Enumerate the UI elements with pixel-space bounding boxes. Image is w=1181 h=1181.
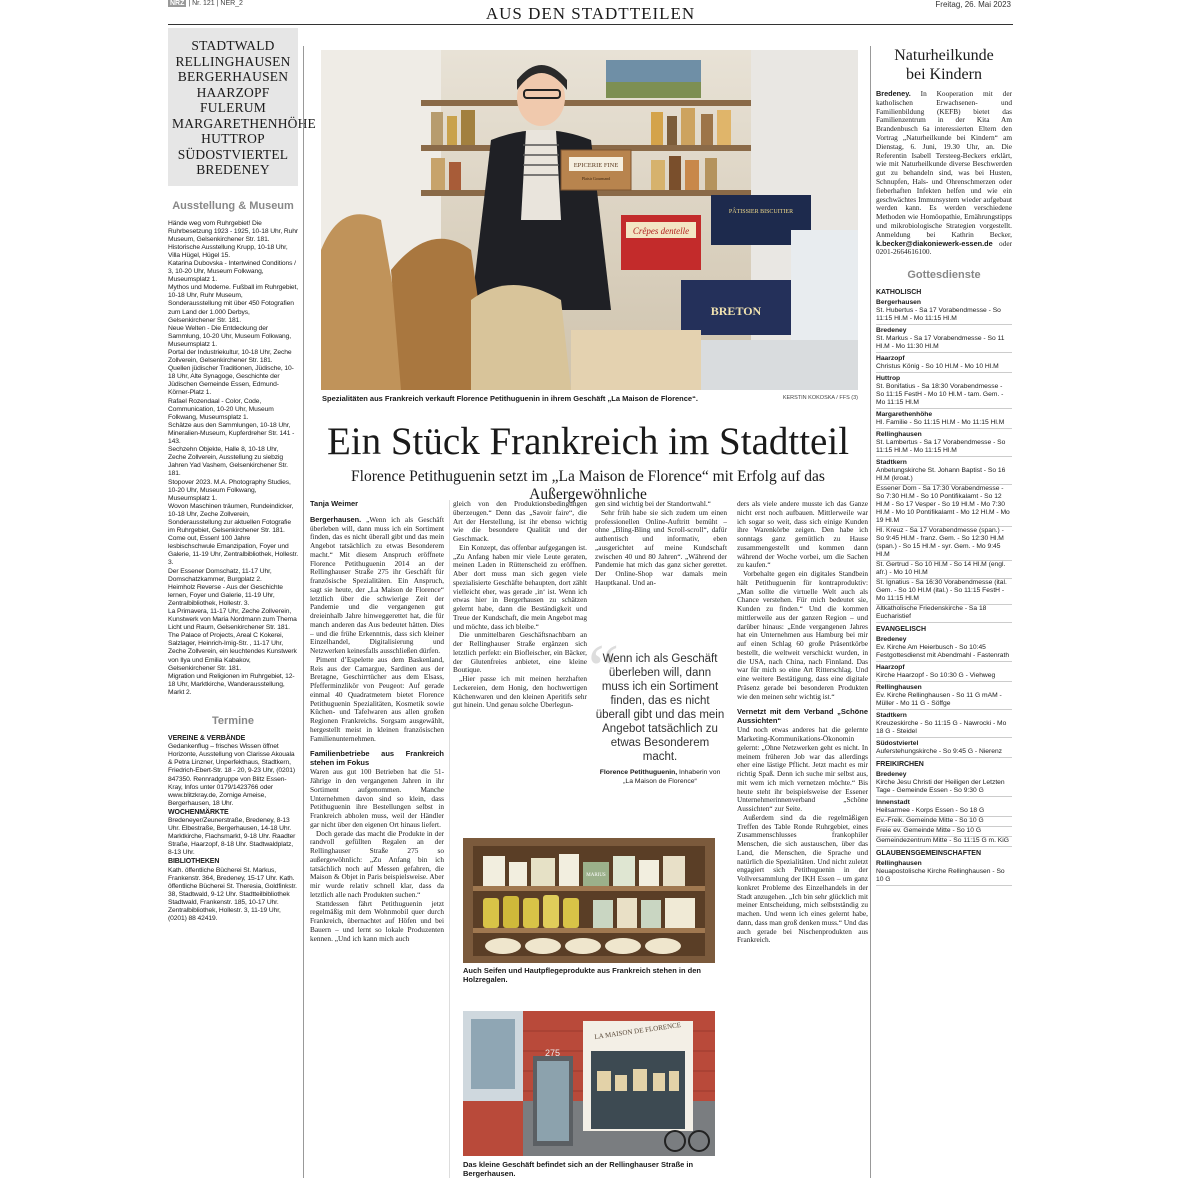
pull-quote-text: Wenn ich als Geschäft überleben will, dann muss ich ein Sortiment finden, das es nicht überall gibt und das mein Angebot tatsächlich zu etwas Besonderem macht.	[595, 653, 725, 763]
quote-mark-icon: “	[588, 631, 620, 708]
article-paragraph: gen sind wichtig bei der Standortwahl.“	[595, 500, 711, 508]
district: Stadtkern	[876, 712, 907, 720]
article-paragraph: Stattdessen fährt Petithuguenin jetzt regelmäßig mit dem Wohnmobil quer durch Frankreich, übernachtet auf Höfen und bei Bauern – und lernt so lokale Produzenten kennen. „Und ich kann mich auch	[310, 898, 444, 943]
naturheilkunde-heading: Naturheilkunde bei Kindern	[894, 47, 994, 83]
article-paragraph: Piment d’Espelette aus dem Baskenland, Reis aus der Camargue, Sardinen aus der Bretagne, Geschirrtücher aus dem Elsass, Pfefferminzlikör von Peugeot: Auf gerade einmal 40 Quadratmetern bietet Florence Petithuguenin Spezialitäten, Kosmetik sowie Küchen- und Tafelwaren aus allen großen Regionen Frankreichs. Sorgsam ausgewählt, hergestellt meist in kleinen französischen Familienunternehmen.	[310, 654, 444, 743]
photo-shop-caption: Das kleine Geschäft befindet sich an der Rellinghauser Straße in Bergerhausen.	[463, 1160, 694, 1178]
article-paragraph: Sehr früh habe sie sich zudem um einen professionellen Online-Auftritt bemüht – ohne „Bling-Bling und Scroll-scroll“, dafür authentisch und informativ, eben „ausgerichtet auf meine Kundschaft zwischen 40 und 80 Jahren“. „Während der Pandemie hat mich das ganz sicher gerettet. Der Online-Shop war damals mein Hauptkanal. Und an-	[595, 507, 727, 587]
district: Haarzopf	[876, 355, 905, 363]
museum-item: Hände weg vom Ruhrgebiet! Die Ruhrbesetzung 1923 - 1925, 10-18 Uhr, Ruhr Museum, Gelsenkirchener Str. 181.	[168, 219, 299, 243]
museum-item: Heimholz Reverse - Aus der Geschichte lernen, Foyer und Galerie, 11-19 Uhr, Zentralbibliothek, Hollestr. 3.	[168, 583, 283, 607]
service-entry: Hl. Familie - So 11:15 Hl.M - Mo 11:15 Hl.M	[876, 419, 1012, 429]
gottesdienste-heading: Gottesdienste	[907, 269, 981, 282]
naturheilkunde-text: Bredeney. In Kooperation mit der katholischen Erwachsenen- und Familienbildung (KEFB) bietet das Familienzentrum in der Kita Am Brandenbusch 6a interessierten Eltern den Vortrag „Naturheilkunde bei Kindern“ am Dienstag, 6. Juni, 19.30 Uhr, an. Die Referentin Isabell Tersteeg-Beckers erklärt, wie mit Naturheilkunde diverse Beschwerden gut zu behandeln sind, was bei Husten, Schnupfen, Hals- und Ohrenschmerzen oder fieberhaften Infekten helfen und wie ein geschwächtes Immunsystem wieder aufgebaut werden kann. Es werden verschiedene Methoden wie Homöopathie, Ernährungstipps und mikrobiologische Strategien vorgestellt. Anmeldung bei Kathrin Becker, k.becker@diakoniewerk-essen.de oder 0201-2664616100.	[876, 89, 1012, 257]
museum-item: Portal der Industriekultur, 10-18 Uhr, Zeche Zollverein, Gelsenkirchener Str. 181.	[168, 349, 292, 365]
pull-quote	[594, 652, 726, 786]
pull-quote-source: Florence Petithuguenin, Inhaberin von „La Maison de Florence“	[599, 769, 721, 785]
service-entry: Altkatholische Friedenskirche - Sa 18 Eucharistief	[876, 605, 1012, 623]
article-column-3	[595, 500, 727, 632]
article-subheading-familien: Familienbetriebe aus Frankreich stehen im Fokus	[310, 749, 444, 768]
tin-label-crepes: Crêpes dentelle	[632, 226, 690, 236]
service-entry: Anbetungskirche St. Johann Baptist - So 16 Hl.M (kroat.)	[876, 467, 1012, 485]
shopfront-image	[463, 1011, 715, 1156]
issue-date: Freitag, 26. Mai 2023	[935, 0, 1011, 9]
district: Stadtkern	[876, 459, 907, 467]
district: Innenstadt	[876, 799, 910, 807]
service-entry: Christus König - So 10 Hl.M - Mo 10 Hl.M	[876, 363, 1012, 373]
termine-group-title: VEREINE & VERBÄNDE	[168, 735, 246, 743]
museum-heading: Ausstellung & Museum	[172, 199, 294, 212]
district: Rellinghausen	[876, 431, 922, 439]
termine-group-text: Bredeneyer/Zeunerstraße, Bredeney, 8-13 Uhr. Elbestraße, Bergerhausen, 14-18 Uhr. Marktkirche, Flachsmarkt, 9-18 Uhr. Raadter Straße, Haarzopf, 8-18 Uhr. Stadtwaldplatz, 8-13 Uhr.	[168, 816, 296, 857]
museum-item: Historische Ausstellung Krupp, 10-18 Uhr, Villa Hügel, Hügel 15.	[168, 243, 288, 259]
district: Bredeney	[876, 327, 907, 335]
box-sub: Plaisir Gourmand	[581, 176, 611, 181]
museum-item: Schätze aus den Sammlungen, 10-18 Uhr, Mineralien-Museum, Kupferdreher Str. 141 - 143.	[168, 421, 295, 446]
tin-label-breton: BRETON	[710, 304, 762, 318]
denomination: GLAUBENSGEMEINSCHAFTEN	[876, 850, 982, 858]
photo-shopfront	[463, 1011, 715, 1156]
district-name: RELLINGHAUSEN	[175, 53, 291, 69]
gottesdienste-list	[876, 289, 1012, 886]
service-entry: Kirche Haarzopf - So 10:30 G - Viehweg	[876, 672, 1012, 682]
shop-owner-image	[321, 50, 858, 390]
district-name: FULERUM	[200, 100, 266, 115]
museum-item: Sechzehn Objekte, Halle 8, 10-18 Uhr, Zeche Zollverein, Ausstellung zu siebzig Jahren Yad Vashem, Gelsenkirchener Str. 181.	[168, 446, 288, 478]
service-entry: Gemeindezentrum Mitte - So 11:15 G m. KiG	[876, 837, 1012, 847]
museum-item: Wovon Maschinen träumen, Rundeindicker, 10-18 Uhr, Zeche Zollverein, Sonderausstellung zur aktuellen Fotografie im Ruhrgebiet, Gelsenkirchener Str. 181.	[168, 502, 294, 535]
column-divider	[303, 46, 304, 1178]
article-paragraph: Und noch etwas anderes hat die gelernte Marketing-Kommunikations-Ökonomin gelernt: „Ohne Netzwerken geht es nicht. In meinem früheren Job war das allerdings eher eine lästige Pflicht. Jetzt macht es mir richtig Spaß. Denn ich suche mir selbst aus, mit wem ich mich vernetzen möchte.“ Bis heute steht ihr beispielsweise der Essener Unternehmerinnenverband „Schöne Aussichten“ zur Seite.	[737, 725, 868, 813]
article-paragraph: Außerdem sind da die regelmäßigen Treffen des Table Ronde Ruhrgebiet, eines Zusammenschlusses frankophiler Menschen, die sich austauschen, über das Land, die Menschen, die Sprache und natürlich die Spezialitäten. Und nicht zuletzt engagiert sich Petithuguenin in der Vollversammlung der IKH Essen – um ganz konkret Probleme des Einzelhandels in der Stadt anzugehen. „Ich bin sehr glücklich mit meiner Entscheidung, mich selbstständig zu machen. Und wenn ich eines gelernt habe, dann, dass man groß denken muss.“ Und das auch gerade bei Nischenprodukten aus Frankreich.	[737, 812, 868, 945]
section-title: AUS DEN STADTTEILEN	[485, 4, 696, 23]
article-column-2	[453, 500, 587, 830]
museum-item: Come out, Essen! 100 Jahre lesbischschwule Emanzipation, Foyer und Galerie, 11-19 Uhr, Zentralbibliothek, Hollestr. 3.	[168, 535, 299, 567]
house-number: 275	[545, 1048, 561, 1058]
soap-label: MARIUS	[586, 873, 606, 878]
termine-group-text: Gedankenflug – frisches Wissen öffnet Horizonte, Ausstellung von Clarisse Akouala & Petra Linzner, Unperfekthaus, Stadtkern, Friedrich-Ebert-Str. 18 - 20, 9-23 Uhr, (0201) 847350. Rennradgruppe von Blitz Essen-Kray, Infos unter 0179/1423766 oder www.blitzkray.de, Zornige Ameise, Bergerhausen, 18 Uhr.	[168, 743, 295, 807]
masthead-logo: NRZ | Nr. 121 | NER_2	[170, 0, 243, 7]
termine-heading: Termine	[212, 715, 254, 728]
service-entry: Freie ev. Gemeinde Mitte - So 10 G	[876, 827, 1012, 837]
header-rule	[168, 24, 1013, 25]
district-name: BREDENEY	[196, 162, 270, 177]
denomination: FREIKIRCHEN	[876, 761, 924, 769]
museum-item: Neue Welten - Die Entdeckung der Sammlung, 10-20 Uhr, Museum Folkwang, Museumsplatz 1.	[168, 324, 292, 348]
service-entry: Auferstehungskirche - So 9:45 G - Nierenz	[876, 748, 1012, 758]
museum-list	[168, 220, 298, 698]
district-name: BERGERHAUSEN	[177, 69, 289, 84]
left-sidebar	[168, 28, 316, 1178]
column-divider	[449, 500, 450, 1178]
service-entry: St. Markus - Sa 17 Vorabendmesse - So 11 Hl.M - Mo 11:30 Hl.M	[876, 335, 1012, 353]
district: Bergerhausen	[876, 299, 921, 307]
article-lead: Bergerhausen. „Wenn ich als Geschäft überleben will, dann muss ich ein Sortiment finden, das es nicht überall gibt und das mein Angebot tatsächlich zu etwas Besonderem macht.“ Mit diesem Anspruch eröffnete Florence Petithuguenin 2014 an der Rellinghauser Straße 275 ihr Geschäft für französische Spezialitäten. Ein Anspruch, sagt sie heute, der „La Maison de Florence“ letztlich über die schwierige Zeit der Pandemie und die vergangenen gut dreieinhalb Jahre hinweggerettet hat, die für manch anderen das Aus bedeutet hätten. Dies – und die frühe Erkenntnis, dass sich kleiner Einzelhandel, Digitalisierung und Netzwerken keinesfalls ausschließen dürfen.	[310, 514, 444, 655]
soaps-image	[463, 838, 715, 963]
service-entry: Heilsarmee - Korps Essen - So 18 G	[876, 807, 1012, 817]
district: Margarethenhöhe	[876, 411, 933, 419]
service-entry: Ev. Kirche Am Heierbusch - So 10:45 Festgottesdienst mit Abendmahl - Fastenrath	[876, 644, 1012, 662]
district-name: SÜDOSTVIERTEL	[177, 146, 289, 162]
photo-soaps	[463, 838, 715, 963]
article-subheadline: Florence Petithuguenin setzt im „La Maison de Florence“ mit Erfolg auf das Außergewöhnliche	[351, 468, 825, 503]
termine-group-text: Kath. öffentliche Bücherei St. Markus, Frankenstr. 364, Bredeney, 15-17 Uhr. Kath. öffentliche Bücherei St. Theresia, Goldfinkstr. 38, Stadtwald, 9-12 Uhr. Stadtteilbibliothek Stadtwald, Frankenstr. 185, 10-17 Uhr. Zentralbibliothek, Hollestr. 3, 11-19 Uhr, (0201) 88 42419.	[168, 866, 297, 923]
article-author: Tanja Weimer	[310, 500, 359, 508]
district-name: MARGARETHENHÖHE	[172, 115, 316, 131]
photo-soaps-caption: Auch Seifen und Hautpflegeprodukte aus Frankreich stehen in den Holzregalen.	[463, 966, 701, 984]
article-paragraph: Die unmittelbaren Geschäftsnachbarn an der Rellinghauser Straße ergänzen sich letztlich perfekt: ein Biofleischer, ein Bäcker, der Glutenfreies anbietet, eine kleine Boutique.	[453, 630, 587, 675]
right-sidebar	[876, 46, 1012, 886]
district-name: STADTWALD	[191, 38, 275, 53]
service-entry: St. Hubertus - Sa 17 Vorabendmesse - So 11:15 Hl.M - Mo 11:15 Hl.M	[876, 307, 1012, 325]
district: Huttrop	[876, 375, 901, 383]
museum-item: Katarina Dubovska - Intertwined Conditions / 3, 10-20 Uhr, Museum Folkwang, Museumsplatz 1.	[168, 259, 296, 284]
museum-item: Quellen jüdischer Traditionen, Jüdische, 10-18 Uhr, Alte Synagoge, Geschichte der Jüdischen Gemeinde Essen, Edmund-Körner-Platz 1.	[168, 365, 294, 397]
museum-item: Stopover 2023. M.A. Photography Studies, 10-20 Uhr, Museum Folkwang, Museumsplatz 1.	[168, 478, 291, 502]
article-paragraph: ders als viele andere musste ich das Ganze nicht erst noch aufbauen. Mittlerweile war ich sogar so weit, dass sich einige Kunden ihre Warenkörbe zeigen. Den habe ich sonntags ganz gemütlich zu Hause zusammengestellt und kommen dann während der Woche vorbei, um die Sachen zu kaufen.“	[737, 500, 868, 570]
service-entry: St. Ignatius - Sa 16:30 Vorabendmesse (ital. Gem. - So 10 Hl.M (ital.) - So 11:15 FestH - Mo 11:15 Hl.M	[876, 579, 1012, 605]
museum-item: The Palace of Projects, Areal C Kokerei, Salzlager, Heinrich-Imig-Str. , 11-17 Uhr, Zeche Zollverein, ein leuchtendes Kunstwerk von Ilya und Emilia Kabakov, Gelsenkirchener Str. 181.	[168, 632, 297, 672]
column-divider	[870, 46, 871, 1178]
district: Bredeney	[876, 636, 907, 644]
service-entry: Ev.-Freik. Gemeinde Mitte - So 10 G	[876, 817, 1012, 827]
district: Rellinghausen	[876, 684, 922, 692]
museum-item: Migration und Religionen im Ruhrgebiet, 12-18 Uhr, Marktkirche, Wanderausstellung, Markt 2.	[168, 672, 295, 696]
photo-main-caption: Spezialitäten aus Frankreich verkauft Florence Petithuguenin in ihrem Geschäft „La Maison de Florence“.	[322, 394, 698, 403]
photo-shop-owner	[321, 50, 858, 390]
termine-group-title: WOCHENMÄRKTE	[168, 808, 229, 816]
article-paragraph: Ein Konzept, das offenbar aufgegangen ist. „Zu Anfang haben mir viele Leute geraten, meinen Laden in Rüttenscheid zu eröffnen. Aber dort muss man sich gegen viele spezialisierte Geschäfte behaupten, dort zählt vielleicht eher, was gerade ‚in‘ ist. Wenn ich etwas hier in Bergerhausen zu schätzen gelernt habe, dann die Beständigkeit und Treue der Kundschaft, die mein Angebot mag und möchte, dass ich bleibe.“	[453, 542, 587, 631]
service-entry: Kirche Jesu Christi der Heiligen der Letzten Tage - Gemeinde Essen - So 9:30 G	[876, 779, 1012, 797]
article-paragraph: Doch gerade das macht die Produkte in der randvoll gefüllten Regalen an der Rellinghauser Straße 275 so außergewöhnlich: „Zu Anfang bin ich tatsächlich noch auf Messen gefahren, die Maison & Objet in Paris beispielsweise. Aber mir wurde relativ schnell klar, dass da letztlich alle nach Produkten suchen.“	[310, 828, 444, 899]
box-label: EPICERIE FINE	[573, 162, 619, 169]
article-subheading-verband: Vernetzt mit dem Verband „Schöne Aussichten“	[737, 707, 868, 726]
district-name: HUTTROP	[201, 131, 265, 146]
district: Haarzopf	[876, 664, 905, 672]
service-entry: Ev. Kirche Rellinghausen - So 11 G mAM - Müller - Mo 11 G - Söffge	[876, 692, 1012, 710]
museum-item: Der Essener Domschatz, 11-17 Uhr, Domschatzkammer, Burgplatz 2.	[168, 567, 272, 583]
denomination: KATHOLISCH	[876, 289, 922, 297]
service-entry: Neuapostolische Kirche Rellinghausen - So 10 G	[876, 868, 1012, 886]
article-column-1	[310, 500, 444, 1180]
service-entry: St. Bonifatius - Sa 18:30 Vorabendmesse - So 11:15 FestH - Mo 10 Hl.M - tam. Gem. - Mo 11:15 Hl.M	[876, 383, 1012, 409]
museum-item: La Primavera, 11-17 Uhr, Zeche Zollverein, Kunstwerk von Maria Nordmann zum Thema Licht und Raum, Gelsenkirchener Str. 181.	[168, 608, 297, 632]
article-headline: Ein Stück Frankreich im Stadtteil	[326, 420, 850, 463]
termine-group-title: BIBLIOTHEKEN	[168, 858, 220, 866]
tin-label-patissier: PÂTISSIER BISCUITIER	[728, 209, 794, 215]
article-paragraph: gleich von den Produktionsbedingungen überzeugen.“ Denn das „Savoir faire“, die Art der Herstellung, ist ihr ebenso wichtig wie die besondere Qualität und der Geschmack.	[453, 500, 587, 543]
museum-item: Mythos und Moderne. Fußball im Ruhrgebiet, 10-18 Uhr, Ruhr Museum, Sonderausstellung mit über 450 Fotografien zum Land der 1.000 Derbys, Gelsenkirchener Str. 181.	[168, 284, 298, 324]
museum-item: Rafael Rozendaal - Color, Code, Communication, 10-20 Uhr, Museum Folkwang, Museumsplatz 1.	[168, 397, 274, 421]
article-paragraph: Vorbehalte gegen ein digitales Standbein hält Petithuguenin für kontraproduktiv: „Man sollte die virtuelle Welt auch als Chance verstehen. Für mich bedeutet sie, Kunden zu finden.“ Und die kommen mittlerweile aus der ganzen Region – und darüber hinaus: „Ende vergangenen Jahres hat ein Unternehmen aus Hamburg bei mir auf einen Schlag 60 große Präsentkörbe bestellt, die weltweit verschickt wurden, in die USA, nach China, nach Finnland. Das war für mich so eine Art Ritterschlag. Und eine weitere Bestätigung, dass eine digitale Präsenz gerade bei besonderen Produkten wie den meinen sehr wichtig ist.“	[737, 569, 868, 701]
district: Rellinghausen	[876, 860, 922, 868]
shop-sign: LA MAISON DE FLORENCE	[593, 1020, 682, 1042]
district: Bredeney	[876, 771, 907, 779]
termine-list	[168, 735, 298, 923]
district-list	[168, 28, 316, 186]
service-entry: Essener Dom - Sa 17:30 Vorabendmesse - So 7:30 Hl.M - So 10 Pontifikalamt - So 12 Hl.M - So 17 Vesper - So 19 Hl.M - Mo 7:30 Hl.M - Mo 10 Pontifikalamt - Mo 12 Hl.M - Mo 19 Hl.M	[876, 485, 1012, 527]
service-entry: St. Gertrud - So 10 Hl.M - So 14 Hl.M (engl. afr.) - Mo 10 Hl.M	[876, 561, 1012, 579]
article-column-4	[737, 500, 868, 1178]
service-entry: Kreuzeskirche - So 11:15 G - Nawrocki - Mo 18 G - Steidel	[876, 720, 1012, 738]
article-paragraph: Waren aus gut 100 Betrieben hat die 51-Jährige in den vergangenen Jahren in ihr Sortiment aufgenommen. Manche Unternehmen davon sind so klein, dass Petithuguenin ihre Bestellungen selbst in Frankreich abholen muss, weil der Händler gar nicht über den eigenen Ort hinaus liefert.	[310, 767, 444, 829]
district-name: HAARZOPF	[196, 84, 270, 100]
article-paragraph: „Hier passe ich mit meinen herzhaften Leckereien, dem Honig, den hochwertigen Küchenwaren und den kleinen Aperitifs sehr gut hinein. Und genau solche Überlegun-	[453, 674, 587, 710]
photo-main-credit: KERSTIN KOKOSKA / FFS (3)	[782, 395, 858, 401]
denomination: EVANGELISCH	[876, 626, 927, 634]
service-entry: Hl. Kreuz - Sa 17 Vorabendmesse (span.) - So 9:45 Hl.M - franz. Gem. - So 12:30 Hl.M (span.) - So 15 Hl.M - syr. Gem. - Mo 9:45 Hl.M	[876, 527, 1012, 561]
service-entry: St. Lambertus - Sa 17 Vorabendmesse - So 11:15 Hl.M - Mo 11:15 Hl.M	[876, 439, 1012, 457]
district: Südostviertel	[876, 740, 919, 748]
